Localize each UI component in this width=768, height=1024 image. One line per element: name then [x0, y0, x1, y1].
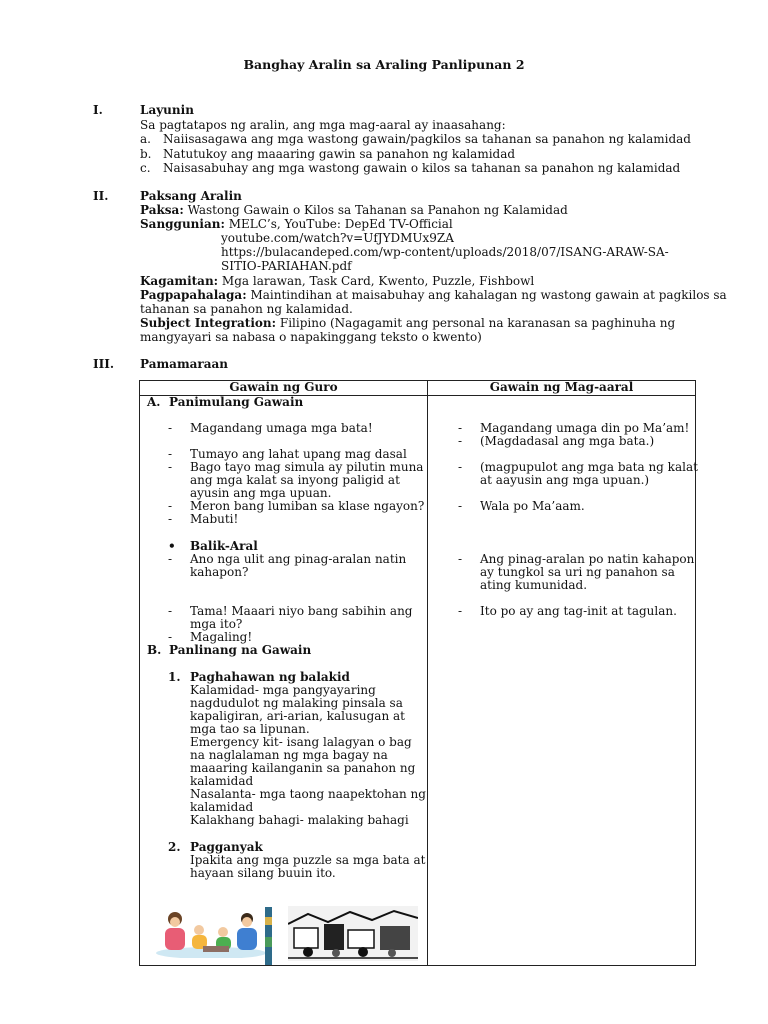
- objective-item: [140, 133, 691, 147]
- section-3-number: III.: [93, 357, 115, 371]
- teacher-line: - Magaling!: [168, 630, 253, 644]
- paksa-value: Wastong Gawain o Kilos sa Tahanan sa Panahon ng Kalamidad: [183, 203, 568, 217]
- student-line-continued: ay tungkol sa uri ng panahon sa: [480, 565, 675, 579]
- integration-value: Filipino (Nagagamit ang personal na karanasan sa paghinuha ng: [276, 316, 676, 330]
- kagamitan-line: [140, 275, 534, 289]
- student-line: - Ito po ay ang tag-init at tagulan.: [458, 604, 677, 618]
- section-1-intro: Sa pagtatapos ng aralin, ang mga mag-aaral ay inaasahang:: [140, 118, 506, 132]
- column-header-guro: Gawain ng Guro: [229, 380, 338, 394]
- definition-line: Emergency kit- isang lalagyan o bag: [190, 735, 412, 749]
- teacher-line-continued: ang mga kalat sa inyong paligid at: [190, 473, 400, 487]
- definition-line: mga tao sa lipunan.: [190, 722, 310, 736]
- student-line-continued: ating kumunidad.: [480, 578, 588, 592]
- section-3-heading: Pamamaraan: [140, 357, 229, 371]
- step-1-heading: 1. Paghahawan ng balakid: [168, 670, 350, 684]
- section-2-number: II.: [93, 189, 109, 203]
- teacher-line: - Bago tayo mag simula ay pilutin muna: [168, 460, 424, 474]
- definition-line: na naglalaman ng mga bagay na: [190, 748, 388, 762]
- puzzle-strip-image: [265, 907, 272, 965]
- definition-line: maaaring kailanganin sa panahon ng: [190, 761, 416, 775]
- instruction-line: Ipakita ang mga puzzle sa mga bata at: [190, 853, 426, 867]
- part-a-heading: [147, 396, 303, 410]
- teacher-line-continued: mga ito?: [190, 617, 243, 631]
- column-header-magaaral: Gawain ng Mag-aaral: [489, 380, 634, 394]
- family-puzzle-image: [153, 908, 270, 958]
- reference-link: SITIO-PARIAHAN.pdf: [221, 259, 352, 273]
- community-puzzle-image: [288, 906, 418, 961]
- teacher-line: - Mabuti!: [168, 512, 239, 526]
- part-a-letter: A.: [147, 395, 161, 409]
- integration-line: [140, 317, 675, 331]
- teacher-line: - Ano nga ulit ang pinag-aralan natin: [168, 552, 407, 566]
- sanggunian-value: MELC’s, YouTube: DepEd TV-Official: [224, 217, 453, 231]
- kagamitan-value: Mga larawan, Task Card, Kwento, Puzzle, Fishbowl: [218, 274, 535, 288]
- student-line: - (magpupulot ang mga bata ng kalat: [458, 460, 698, 474]
- balik-aral-heading: • Balik-Aral: [168, 539, 258, 553]
- definition-line: Nasalanta- mga taong naapektohan ng: [190, 787, 426, 801]
- part-b-letter: B.: [147, 643, 162, 657]
- instruction-line: hayaan silang buuin ito.: [190, 866, 336, 880]
- sanggunian-label: Sanggunian:: [140, 217, 225, 231]
- pagpapahalaga-label: Pagpapahalaga:: [140, 288, 247, 302]
- column-divider: [427, 381, 428, 965]
- reference-link: youtube.com/watch?v=UfJYDMUx9ZA: [221, 231, 454, 245]
- teacher-line: - Magandang umaga mga bata!: [168, 421, 373, 435]
- definition-line: kapaligiran, ari-arian, kalusugan at: [190, 709, 405, 723]
- objective-item: [140, 162, 680, 176]
- pagpapahalaga-value: Maintindihan at maisabuhay ang kahalagan ng wastong gawain at pagkilos sa: [246, 288, 727, 302]
- student-line-continued: at aayusin ang mga upuan.): [480, 473, 650, 487]
- objective-letter: c.: [140, 161, 151, 175]
- definition-line: nagdudulot ng malaking pinsala sa: [190, 696, 403, 710]
- sanggunian-line: [140, 218, 453, 232]
- objective-letter: b.: [140, 147, 152, 161]
- paksa-line: [140, 204, 568, 218]
- pagpapahalaga-continued: tahanan sa panahon ng kalamidad.: [140, 302, 353, 316]
- student-line: - Ang pinag-aralan po natin kahapon: [458, 552, 695, 566]
- document-title: Banghay Aralin sa Araling Panlipunan 2: [243, 57, 525, 72]
- pagpapahalaga-line: [140, 289, 727, 303]
- part-b-title: Panlinang na Gawain: [169, 643, 312, 657]
- teacher-line-continued: kahapon?: [190, 565, 249, 579]
- definition-line: Kalamidad- mga pangyayaring: [190, 683, 376, 697]
- part-b-heading: [147, 644, 311, 658]
- objective-text: Natutukoy ang maaaring gawin sa panahon ng kalamidad: [163, 147, 516, 161]
- paksa-label: Paksa:: [140, 203, 184, 217]
- objective-item: [140, 148, 515, 162]
- definition-line: Kalakhang bahagi- malaking bahagi: [190, 813, 409, 827]
- teacher-line: - Tama! Maaari niyo bang sabihin ang: [168, 604, 413, 618]
- student-line: - Wala po Ma’aam.: [458, 499, 585, 513]
- section-2-heading: Paksang Aralin: [140, 189, 242, 203]
- integration-continued: mangyayari sa nabasa o napakinggang teksto o kwento): [140, 330, 482, 344]
- step-2-heading: 2. Pagganyak: [168, 840, 263, 854]
- reference-link: https://bulacandeped.com/wp-content/uploads/2018/07/ISANG-ARAW-SA-: [221, 245, 669, 259]
- section-1-heading: Layunin: [140, 103, 194, 117]
- teacher-line: - Tumayo ang lahat upang mag dasal: [168, 447, 407, 461]
- integration-label: Subject Integration:: [140, 316, 277, 330]
- part-a-title: Panimulang Gawain: [169, 395, 304, 409]
- section-1-number: I.: [93, 103, 103, 117]
- student-line: - (Magdadasal ang mga bata.): [458, 434, 655, 448]
- teacher-line-continued: ayusin ang mga upuan.: [190, 486, 332, 500]
- objective-letter: a.: [140, 132, 151, 146]
- objective-text: Naisasabuhay ang mga wastong gawain o kilos sa tahanan sa panahon ng kalamidad: [163, 161, 681, 175]
- procedure-table: [139, 380, 696, 966]
- definition-line: kalamidad: [190, 774, 254, 788]
- definition-line: kalamidad: [190, 800, 254, 814]
- objective-text: Naiisasagawa ang mga wastong gawain/pagkilos sa tahanan sa panahon ng kalamidad: [163, 132, 691, 146]
- student-line: - Magandang umaga din po Ma’am!: [458, 421, 690, 435]
- teacher-line: - Meron bang lumiban sa klase ngayon?: [168, 499, 425, 513]
- kagamitan-label: Kagamitan:: [140, 274, 219, 288]
